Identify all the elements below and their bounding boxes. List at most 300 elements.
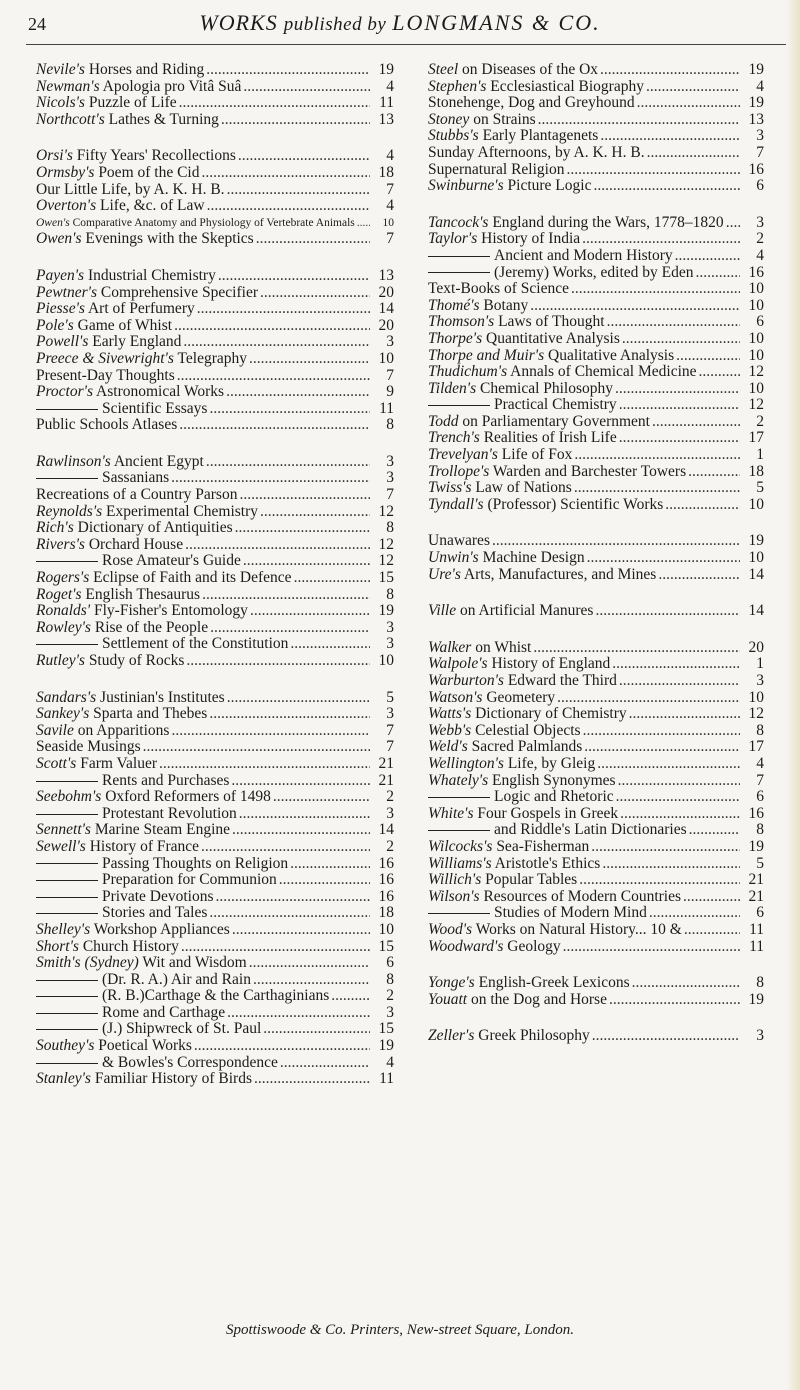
entry-page-ref: 20	[748, 638, 764, 656]
entry-title	[36, 972, 251, 989]
entry-work: Fifty Years' Recollections	[76, 147, 236, 165]
entry-author: Thomé's	[428, 296, 480, 314]
entry-title	[428, 739, 582, 756]
entry-work: Chemical Philosophy	[479, 379, 614, 397]
entry-title	[428, 112, 536, 129]
entry-work: Orchard House	[88, 535, 184, 553]
leader-dots	[209, 706, 370, 723]
entry-page-ref: 4	[756, 77, 764, 95]
leader-dots	[197, 301, 370, 318]
entry-title	[36, 856, 288, 873]
leader-dots	[227, 1005, 370, 1022]
entry-title	[36, 231, 254, 248]
entry-author: Newman's	[36, 77, 100, 95]
leader-dots	[243, 553, 370, 570]
leader-dots	[615, 381, 740, 398]
entry-title	[36, 1071, 252, 1088]
entry-work: Poetical Works	[98, 1037, 192, 1055]
entry-work: Annals of Chemical Medicine	[510, 363, 697, 381]
leader-dots	[273, 789, 370, 806]
entry-title	[428, 331, 620, 348]
entry-work: Life of Fox	[501, 446, 573, 464]
entry-title	[428, 673, 617, 690]
leader-dots	[218, 268, 370, 285]
leader-dots	[652, 414, 740, 431]
entry-page-ref: 19	[748, 61, 764, 78]
catalogue-entry	[428, 905, 764, 922]
entry-page-ref: 19	[378, 1037, 394, 1055]
leader-dots	[177, 368, 370, 385]
entry-page-ref: 16	[378, 871, 394, 889]
leader-dots	[239, 806, 370, 823]
entry-title	[36, 401, 207, 418]
entry-author: Stoney	[428, 110, 470, 128]
entry-work: Settlement of the Constitution	[102, 635, 289, 653]
catalogue-entry	[428, 447, 764, 464]
leader-dots	[618, 773, 740, 790]
entry-title	[36, 1005, 225, 1022]
catalogue-group	[36, 62, 394, 128]
catalogue-entry	[428, 348, 764, 365]
catalogue-entry	[428, 265, 764, 282]
entry-work: on Parliamentary Government	[462, 412, 650, 430]
entry-title	[36, 504, 258, 521]
entry-work: Rents and Purchases	[102, 771, 230, 789]
entry-author: Tancock's	[428, 213, 489, 231]
page-number: 24	[28, 14, 46, 34]
leader-dots	[171, 723, 370, 740]
entry-title	[428, 95, 635, 112]
entry-page-ref: 16	[748, 804, 764, 822]
entry-page-ref: 10	[748, 296, 764, 314]
running-title-works: WORKS	[199, 10, 278, 35]
catalogue-entry	[428, 178, 764, 195]
leader-dots	[232, 922, 370, 939]
catalogue-group	[428, 215, 764, 514]
entry-work: Early Plantagenets	[482, 127, 599, 145]
leader-dots	[593, 178, 740, 195]
entry-title	[36, 62, 204, 79]
entry-page-ref: 17	[748, 738, 764, 756]
entry-author: Willich's	[428, 871, 482, 889]
entry-page-ref: 21	[748, 887, 764, 905]
catalogue-entry	[36, 773, 394, 790]
entry-page-ref: 21	[378, 754, 394, 772]
catalogue-entry	[36, 1071, 394, 1088]
entry-page-ref: 3	[756, 127, 764, 145]
leader-dots	[243, 79, 370, 96]
entry-work: on the Dog and Horse	[470, 990, 607, 1008]
entry-page-ref: 15	[378, 1020, 394, 1038]
catalogue-entry	[428, 95, 764, 112]
entry-page-ref: 20	[378, 283, 394, 301]
entry-title	[36, 79, 241, 96]
entry-work: Horses and Riding	[88, 61, 205, 78]
entry-title	[428, 773, 616, 790]
entry-work: Realities of Irish Life	[483, 429, 617, 447]
entry-title	[36, 653, 184, 670]
entry-author: Trench's	[428, 429, 480, 447]
entry-page-ref: 10	[748, 549, 764, 567]
catalogue-entry	[36, 789, 394, 806]
entry-author: Owen's	[36, 216, 70, 229]
catalogue-entry	[36, 470, 394, 487]
catalogue-entry	[36, 504, 394, 521]
entry-author: Weld's	[428, 738, 468, 756]
catalogue-entry	[36, 620, 394, 637]
right-column	[428, 62, 764, 1065]
entry-author: Rowley's	[36, 618, 91, 636]
catalogue-entry	[428, 464, 764, 481]
page-edge-shadow	[786, 0, 800, 1390]
catalogue-entry	[36, 165, 394, 182]
catalogue-group	[36, 148, 394, 248]
entry-title	[428, 298, 528, 315]
leader-dots	[206, 62, 370, 79]
entry-page-ref: 19	[378, 602, 394, 620]
catalogue-entry	[36, 1055, 394, 1072]
entry-title	[428, 231, 580, 248]
catalogue-entry	[428, 640, 764, 657]
entry-work: on Strains	[473, 110, 536, 128]
entry-author: Thudichum's	[428, 363, 508, 381]
entry-page-ref: 12	[748, 705, 764, 723]
entry-work: Comparative Anatomy and Physiology of Vertebrate Animals	[72, 216, 355, 229]
entry-author: Tyndall's	[428, 495, 484, 513]
entry-work: (Jeremy) Works, edited by Eden	[494, 263, 694, 281]
entry-work: Game of Whist	[77, 316, 173, 334]
entry-work: Seaside Musings	[36, 738, 141, 756]
entry-author: Wilcocks's	[428, 837, 493, 855]
catalogue-entry	[36, 95, 394, 112]
entry-work: Rose Amateur's Guide	[102, 552, 241, 570]
catalogue-entry	[36, 570, 394, 587]
catalogue-entry	[428, 215, 764, 232]
entry-page-ref: 5	[386, 688, 394, 706]
leader-dots	[253, 972, 370, 989]
catalogue-entry	[428, 673, 764, 690]
entry-page-ref: 3	[386, 804, 394, 822]
leader-dots	[582, 231, 740, 248]
catalogue-entry	[36, 922, 394, 939]
catalogue-entry	[36, 301, 394, 318]
catalogue-entry	[36, 351, 394, 368]
entry-work: (R. B.)Carthage & the Carthaginians	[102, 987, 330, 1005]
leader-dots	[227, 690, 370, 707]
entry-work: Supernatural Religion	[428, 160, 565, 178]
entry-title	[36, 690, 225, 707]
entry-page-ref: 1	[756, 446, 764, 464]
header-rule	[26, 44, 788, 45]
entry-work: Study of Rocks	[88, 652, 185, 669]
catalogue-entry	[36, 889, 394, 906]
entry-title	[428, 215, 724, 232]
entry-page-ref: 10	[378, 349, 394, 367]
entry-author: Sankey's	[36, 705, 90, 723]
entry-work: English Synonymes	[492, 771, 616, 789]
entry-title	[36, 417, 177, 434]
entry-title	[36, 553, 241, 570]
entry-page-ref: 8	[386, 519, 394, 537]
entry-title	[36, 706, 207, 723]
entry-author: Southey's	[36, 1037, 95, 1055]
catalogue-entry	[36, 454, 394, 471]
entry-title	[428, 839, 589, 856]
entry-author: Stubbs's	[428, 127, 479, 145]
entry-page-ref: 19	[378, 61, 394, 78]
entry-title	[36, 165, 200, 182]
entry-author: Swinburne's	[428, 177, 504, 195]
leader-dots	[574, 480, 740, 497]
catalogue-entry	[428, 889, 764, 906]
entry-page-ref: 15	[378, 937, 394, 955]
entry-title	[428, 992, 607, 1009]
entry-page-ref: 2	[756, 230, 764, 248]
catalogue-entry	[36, 988, 394, 1005]
leader-dots	[675, 248, 740, 265]
entry-author: Seebohm's	[36, 788, 102, 806]
entry-work: Sunday Afternoons, by A. K. H. B.	[428, 143, 645, 161]
entry-title	[36, 905, 207, 922]
entry-work: Farm Valuer	[80, 754, 157, 772]
catalogue-entry	[428, 145, 764, 162]
entry-author: Unwin's	[428, 549, 479, 567]
entry-author: Taylor's	[428, 230, 478, 248]
catalogue-entry	[36, 285, 394, 302]
leader-dots	[181, 939, 370, 956]
entry-title	[36, 215, 355, 232]
entry-work: Justinian's Institutes	[100, 688, 225, 706]
leader-dots	[619, 673, 740, 690]
printer-imprint: Spottiswoode & Co. Printers, New-street Square, London.	[225, 1322, 575, 1338]
entry-title	[36, 334, 181, 351]
leader-dots	[238, 148, 370, 165]
entry-title	[428, 281, 569, 298]
catalogue-entry	[428, 281, 764, 298]
entry-work: Geometery	[486, 688, 556, 706]
leader-dots	[632, 975, 740, 992]
catalogue-entry	[428, 567, 764, 584]
entry-title	[428, 723, 581, 740]
entry-page-ref: 3	[756, 672, 764, 689]
entry-author: Smith's (Sydney)	[36, 954, 139, 972]
entry-author: Preece & Sivewright's	[36, 349, 174, 367]
catalogue-entry	[36, 182, 394, 199]
entry-author: Powell's	[36, 333, 89, 351]
entry-title	[36, 285, 258, 302]
entry-page-ref: 7	[756, 143, 764, 161]
entry-page-ref: 18	[748, 462, 764, 480]
leader-dots	[658, 567, 740, 584]
entry-author: Orsi's	[36, 147, 73, 165]
catalogue-entry	[428, 756, 764, 773]
leader-dots	[231, 773, 370, 790]
entry-work: Present-Day Thoughts	[36, 366, 175, 384]
catalogue-entry	[428, 314, 764, 331]
entry-page-ref: 3	[386, 1003, 394, 1021]
entry-page-ref: 2	[386, 788, 394, 806]
entry-title	[428, 922, 682, 939]
leader-dots	[595, 603, 740, 620]
catalogue-entry	[428, 706, 764, 723]
entry-title	[428, 756, 595, 773]
entry-page-ref: 8	[756, 721, 764, 739]
catalogue-entry	[36, 268, 394, 285]
entry-title	[36, 955, 247, 972]
entry-page-ref: 16	[748, 263, 764, 281]
leader-dots	[619, 430, 740, 447]
entry-title	[36, 301, 195, 318]
entry-page-ref: 13	[378, 266, 394, 284]
entry-author: Piesse's	[36, 300, 85, 318]
leader-dots	[492, 533, 740, 550]
leader-dots	[186, 653, 370, 670]
entry-work: Practical Chemistry	[494, 396, 617, 414]
entry-work: Rise of the People	[94, 618, 209, 636]
entry-title	[36, 603, 248, 620]
leader-dots	[239, 487, 370, 504]
catalogue-entry	[36, 318, 394, 335]
catalogue-entry	[428, 690, 764, 707]
entry-work: Laws of Thought	[498, 313, 605, 331]
entry-title	[36, 636, 288, 653]
entry-author: Short's	[36, 937, 79, 955]
running-title	[20, 10, 780, 36]
leader-dots	[571, 281, 740, 298]
entry-title	[36, 368, 175, 385]
leader-dots	[600, 62, 740, 79]
running-title-published: published by	[283, 14, 387, 35]
entry-work: Comprehensive Specifier	[100, 283, 258, 301]
catalogue-entry	[36, 603, 394, 620]
entry-page-ref: 16	[378, 887, 394, 905]
entry-author: Yonge's	[428, 974, 475, 992]
entry-work: Church History	[82, 937, 179, 955]
entry-page-ref: 11	[749, 937, 764, 955]
entry-title	[428, 480, 572, 497]
entry-page-ref: 14	[748, 565, 764, 583]
entry-work: Apologia pro Vitâ Suâ	[102, 77, 242, 95]
entry-title	[428, 62, 598, 79]
leader-dots	[688, 464, 740, 481]
catalogue-group	[36, 454, 394, 670]
catalogue-group	[428, 975, 764, 1008]
entry-title	[36, 520, 233, 537]
entry-author: Thorpe and Muir's	[428, 346, 545, 364]
entry-work: Life, by Gleig	[507, 754, 596, 772]
entry-title	[428, 822, 687, 839]
entry-work: Puzzle of Life	[88, 94, 177, 112]
leader-dots	[533, 640, 740, 657]
leader-dots	[179, 417, 370, 434]
entry-page-ref: 19	[748, 94, 764, 112]
leader-dots	[695, 265, 740, 282]
catalogue-entry	[36, 636, 394, 653]
entry-page-ref: 11	[379, 94, 394, 112]
entry-author: Rutley's	[36, 652, 85, 669]
entry-work: Sea-Fisherman	[496, 837, 590, 855]
entry-title	[428, 706, 627, 723]
leader-dots	[609, 992, 740, 1009]
catalogue-entry	[36, 79, 394, 96]
entry-page-ref: 18	[378, 904, 394, 922]
entry-author: Rich's	[36, 519, 74, 537]
leader-dots	[629, 706, 740, 723]
leader-dots	[591, 839, 740, 856]
entry-title	[428, 381, 613, 398]
catalogue-entry	[428, 128, 764, 145]
entry-work: Life, &c. of Law	[100, 197, 205, 215]
entry-title	[36, 756, 157, 773]
catalogue-entry	[428, 381, 764, 398]
entry-work: Our Little Life, by A. K. H. B.	[36, 180, 225, 198]
entry-author: Woodward's	[428, 937, 504, 955]
leader-dots	[290, 636, 370, 653]
entry-author: Thorpe's	[428, 329, 483, 347]
catalogue-entry	[428, 397, 764, 414]
catalogue-group	[428, 533, 764, 583]
entry-title	[428, 145, 645, 162]
entry-work: Workshop Appliances	[93, 920, 230, 938]
entry-page-ref: 7	[386, 180, 394, 198]
catalogue-entry	[36, 739, 394, 756]
entry-title	[428, 640, 531, 657]
entry-page-ref: 20	[378, 316, 394, 334]
entry-page-ref: 2	[386, 837, 394, 855]
leader-dots	[646, 79, 740, 96]
entry-title	[428, 314, 605, 331]
leader-dots	[331, 988, 370, 1005]
entry-work: Edward the Third	[507, 672, 617, 689]
entry-title	[36, 822, 230, 839]
entry-title	[428, 430, 617, 447]
leader-dots	[600, 128, 740, 145]
catalogue-entry	[428, 839, 764, 856]
entry-page-ref: 4	[386, 77, 394, 95]
entry-title	[428, 533, 490, 550]
entry-author: Williams's	[428, 854, 492, 872]
entry-title	[36, 739, 141, 756]
entry-work: Oxford Reformers of 1498	[105, 788, 271, 806]
entry-title	[428, 550, 585, 567]
entry-author: Trollope's	[428, 462, 490, 480]
entry-title	[36, 351, 247, 368]
entry-page-ref: 10	[378, 652, 394, 669]
entry-work: Celestial Objects	[475, 721, 581, 739]
catalogue-entry	[36, 520, 394, 537]
catalogue-entry	[428, 872, 764, 889]
entry-title	[428, 128, 598, 145]
entry-work: Familiar History of Birds	[94, 1070, 253, 1088]
leader-dots	[592, 1028, 740, 1045]
entry-page-ref: 10	[748, 495, 764, 513]
entry-work: Aristotle's Ethics	[494, 854, 601, 872]
entry-page-ref: 2	[756, 412, 764, 430]
catalogue-entry	[428, 79, 764, 96]
entry-author: Walpole's	[428, 655, 488, 673]
entry-author: Scott's	[36, 754, 77, 772]
catalogue-entry	[428, 331, 764, 348]
entry-page-ref: 11	[379, 1070, 394, 1088]
entry-author: Reynolds's	[36, 502, 103, 520]
entry-work: Qualitative Analysis	[548, 346, 675, 364]
entry-title	[428, 690, 555, 707]
catalogue-entry	[36, 537, 394, 554]
entry-title	[428, 905, 647, 922]
catalogue-entry	[428, 822, 764, 839]
leader-dots	[602, 856, 740, 873]
entry-page-ref: 8	[756, 821, 764, 839]
